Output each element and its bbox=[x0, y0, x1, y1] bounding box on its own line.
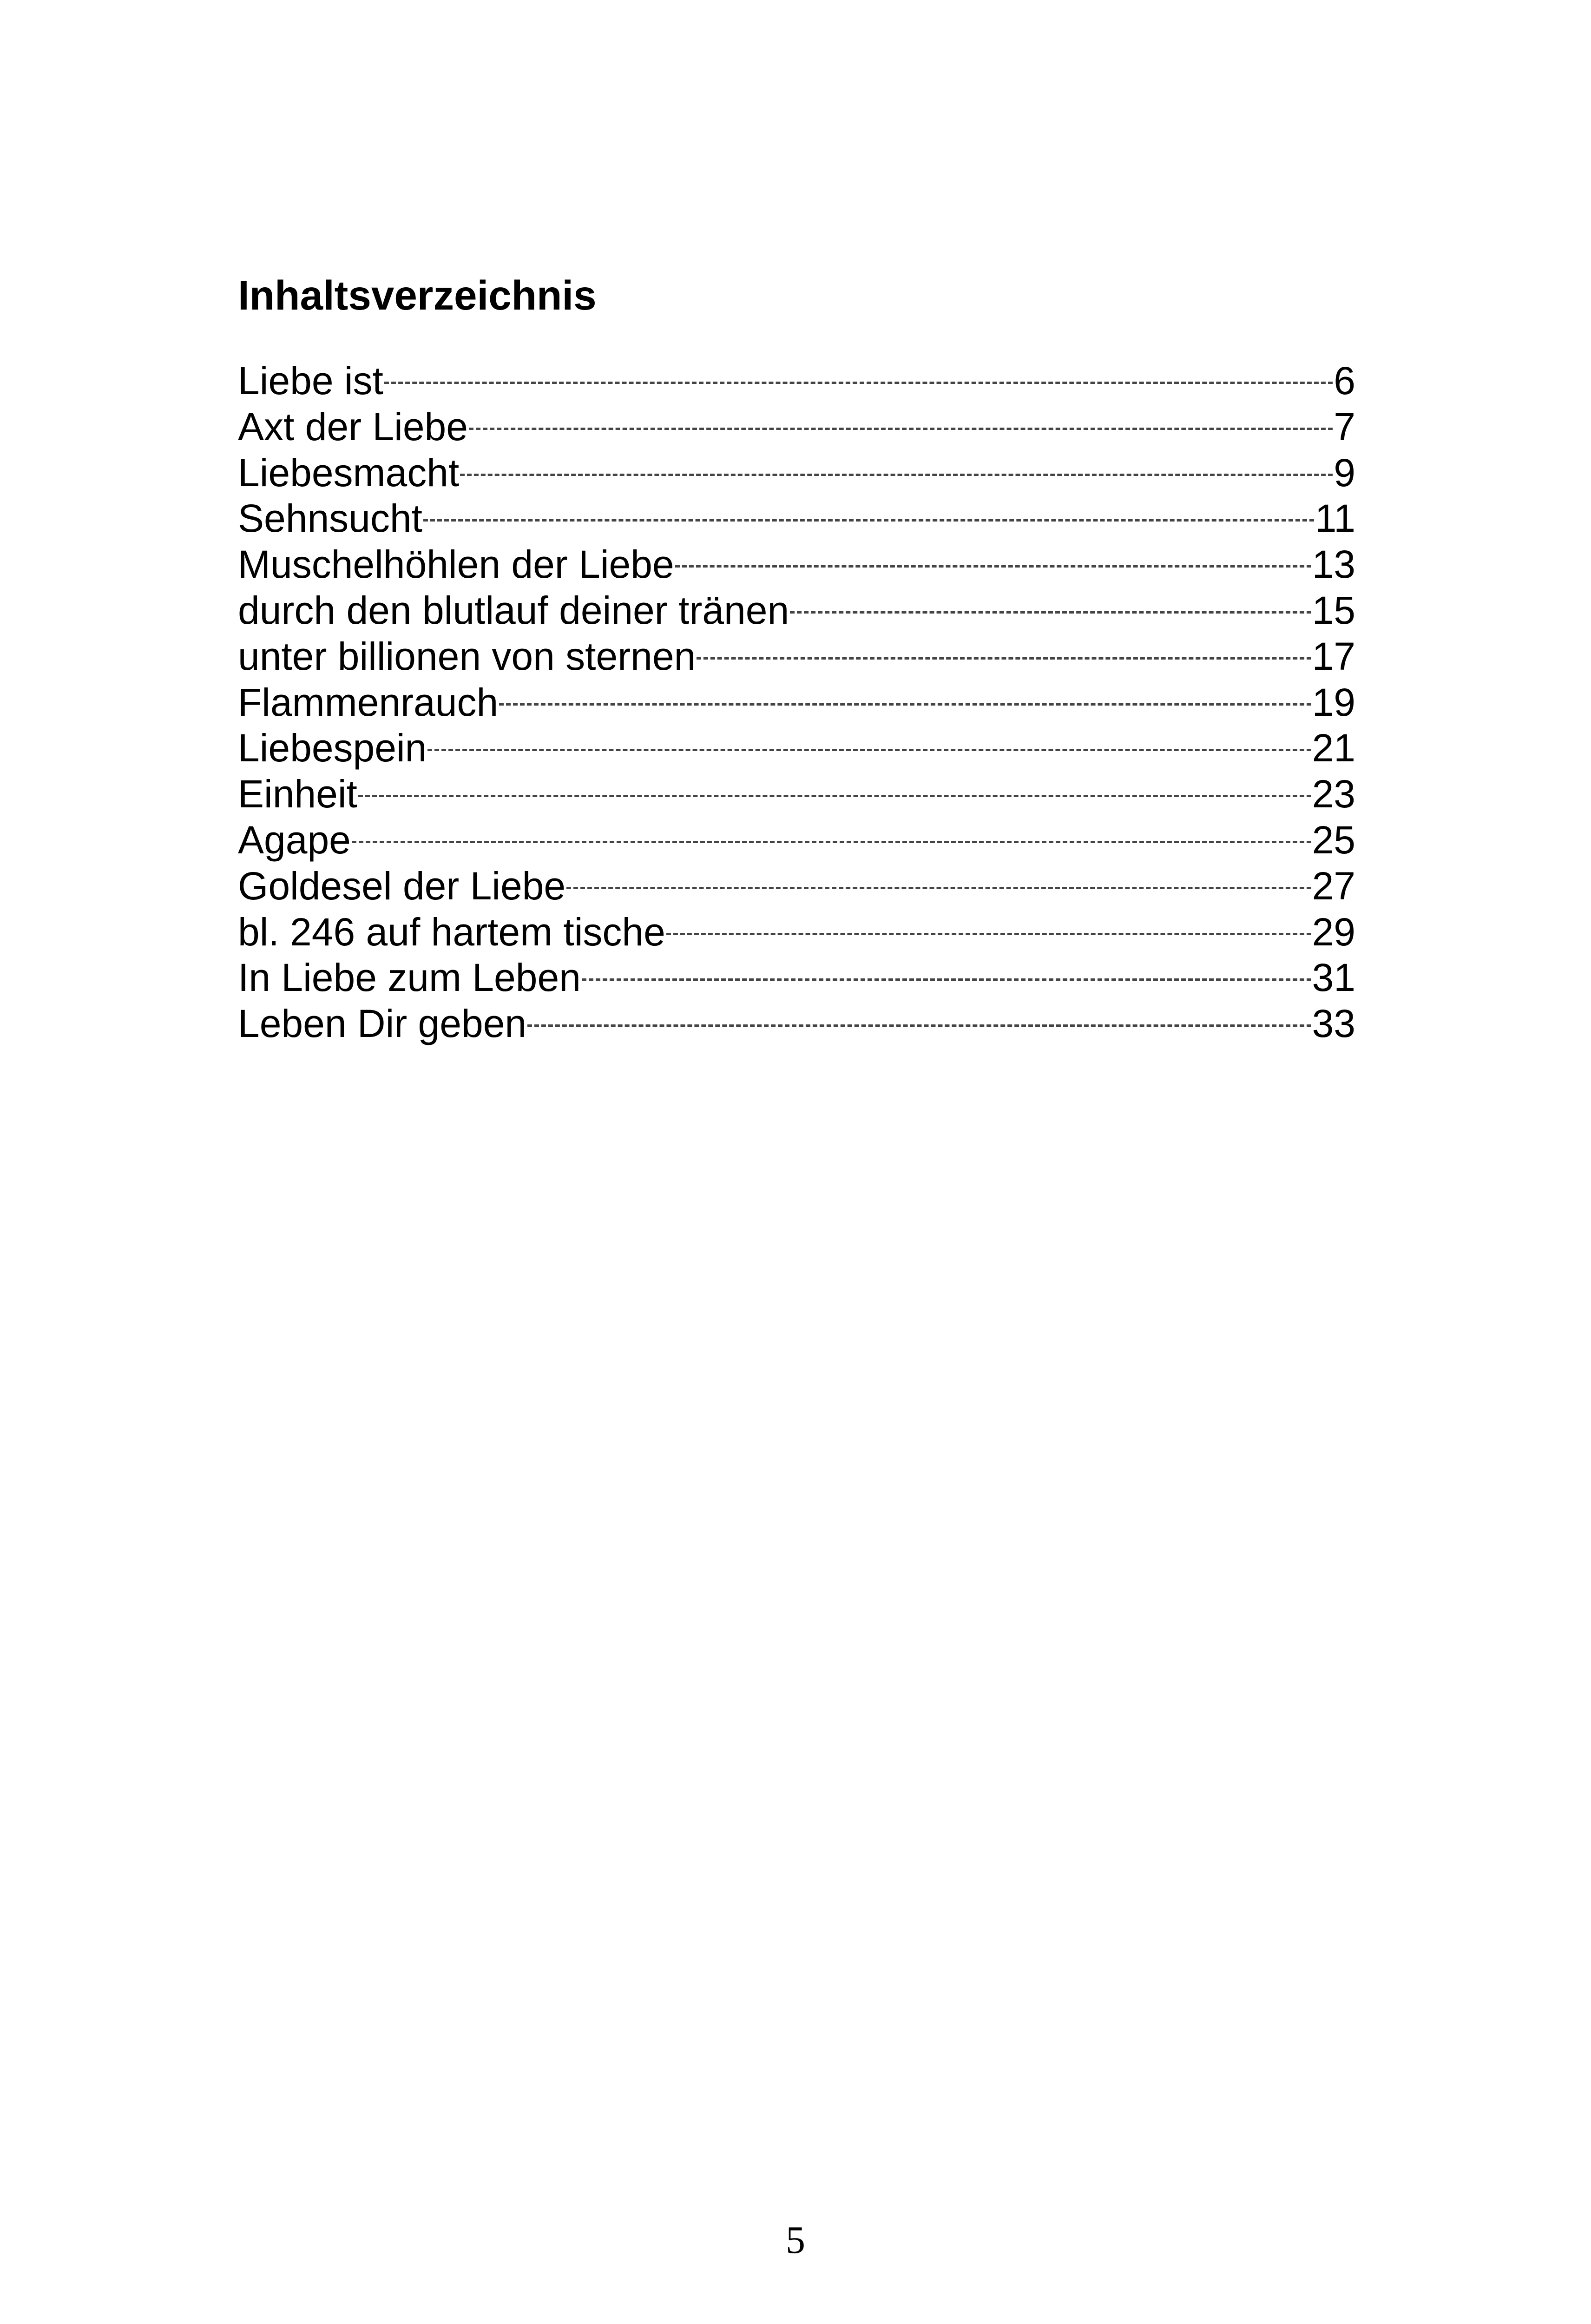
toc-list bbox=[238, 358, 1355, 1047]
toc-leader-dots bbox=[427, 749, 1311, 751]
toc-leader-dots bbox=[358, 795, 1311, 797]
toc-entry-page: 27 bbox=[1312, 864, 1355, 908]
toc-entry-label: bl. 246 auf hartem tische bbox=[238, 910, 665, 954]
toc-entry-label: Flammenrauch bbox=[238, 680, 499, 724]
toc-entry-label: Goldesel der Liebe bbox=[238, 864, 566, 908]
toc-leader-dots bbox=[423, 519, 1314, 522]
toc-entry-page: 25 bbox=[1312, 818, 1355, 862]
toc-entry bbox=[238, 495, 1355, 541]
toc-entry bbox=[238, 588, 1355, 634]
toc-leader-dots bbox=[675, 565, 1311, 568]
toc-entry-page: 31 bbox=[1312, 956, 1355, 1000]
toc-entry bbox=[238, 404, 1355, 450]
toc-entry bbox=[238, 955, 1355, 1001]
toc-entry bbox=[238, 541, 1355, 588]
toc-entry bbox=[238, 450, 1355, 496]
toc-entry bbox=[238, 863, 1355, 909]
page-number: 5 bbox=[786, 2218, 805, 2262]
toc-entry-page: 11 bbox=[1315, 496, 1355, 541]
toc-entry-label: Liebesmacht bbox=[238, 450, 460, 495]
toc-leader-dots bbox=[469, 428, 1333, 430]
toc-entry-label: Liebespein bbox=[238, 726, 427, 770]
toc-entry-label: Agape bbox=[238, 818, 351, 862]
toc-entry-label: Leben Dir geben bbox=[238, 1002, 527, 1046]
toc-entry-page: 33 bbox=[1312, 1002, 1355, 1046]
toc-entry-page: 6 bbox=[1334, 359, 1355, 403]
toc-entry bbox=[238, 909, 1355, 955]
toc-entry bbox=[238, 725, 1355, 771]
toc-entry-label: Sehnsucht bbox=[238, 496, 422, 541]
toc-entry bbox=[238, 1001, 1355, 1047]
toc-leader-dots bbox=[499, 703, 1311, 706]
toc-entry-page: 17 bbox=[1312, 634, 1355, 678]
toc-entry-label: In Liebe zum Leben bbox=[238, 956, 581, 1000]
toc-entry-page: 23 bbox=[1312, 772, 1355, 816]
toc-entry-page: 21 bbox=[1312, 726, 1355, 770]
toc-leader-dots bbox=[460, 474, 1333, 476]
toc-leader-dots bbox=[582, 978, 1311, 981]
toc-entry-label: unter billionen von sternen bbox=[238, 634, 696, 678]
toc-entry-page: 13 bbox=[1312, 542, 1355, 587]
toc-leader-dots bbox=[697, 657, 1311, 660]
toc-leader-dots bbox=[790, 611, 1311, 614]
toc-leader-dots bbox=[384, 382, 1333, 384]
toc-entry-label: Axt der Liebe bbox=[238, 404, 468, 449]
toc-title: Inhaltsverzeichnis bbox=[238, 272, 597, 318]
toc-entry-page: 9 bbox=[1334, 450, 1355, 495]
toc-leader-dots bbox=[566, 887, 1311, 889]
toc-entry bbox=[238, 358, 1355, 404]
toc-entry-label: Muschelhöhlen der Liebe bbox=[238, 542, 674, 587]
toc-entry-page: 15 bbox=[1312, 588, 1355, 632]
toc-entry-label: Einheit bbox=[238, 772, 357, 816]
toc-leader-dots bbox=[352, 841, 1311, 843]
toc-entry bbox=[238, 771, 1355, 817]
toc-entry bbox=[238, 680, 1355, 726]
toc-leader-dots bbox=[527, 1024, 1311, 1027]
toc-leader-dots bbox=[666, 933, 1311, 935]
toc-entry-label: durch den blutlauf deiner tränen bbox=[238, 588, 789, 632]
toc-entry-page: 19 bbox=[1312, 680, 1355, 724]
toc-entry bbox=[238, 634, 1355, 680]
toc-entry-label: Liebe ist bbox=[238, 359, 383, 403]
toc-entry-page: 7 bbox=[1334, 404, 1355, 449]
toc-entry-page: 29 bbox=[1312, 910, 1355, 954]
toc-entry bbox=[238, 817, 1355, 863]
